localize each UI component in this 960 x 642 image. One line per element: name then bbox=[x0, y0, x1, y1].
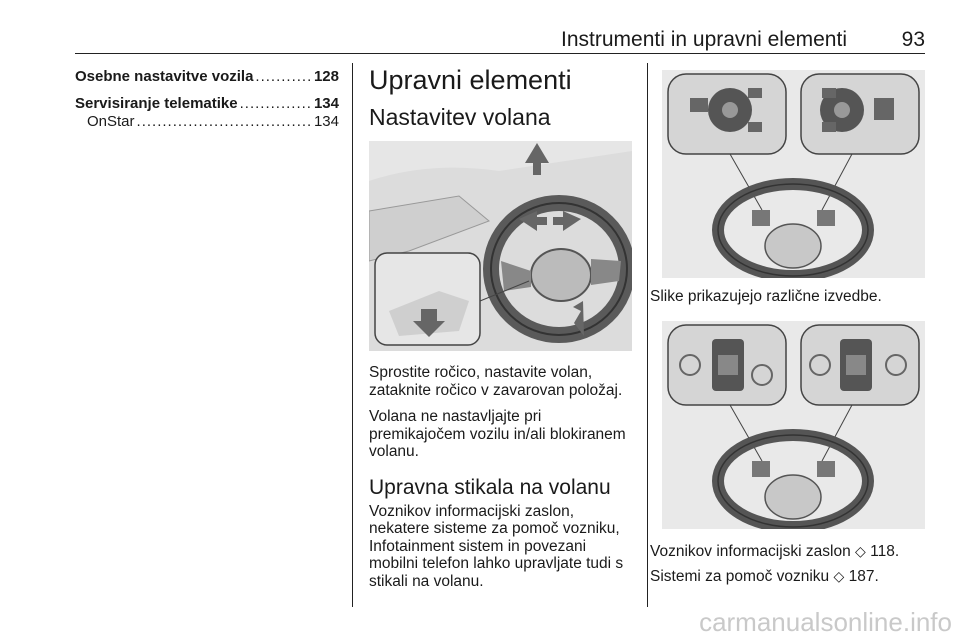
steering-controls-illustration-1 bbox=[662, 70, 925, 278]
reference-arrow-icon: ◇ bbox=[855, 543, 866, 559]
header-rule bbox=[75, 53, 925, 54]
column-divider-2 bbox=[647, 63, 648, 607]
figure-caption: Slike prikazujejo različne izvedbe. bbox=[650, 288, 882, 305]
cross-reference[interactable]: Sistemi za pomoč vozniku ◇ 187. bbox=[650, 567, 879, 585]
steering-controls-figure-2 bbox=[662, 321, 925, 529]
paragraph: Sprostite ročico, nastavite volan, zataknite ročico v zavarovan položaj. bbox=[369, 364, 623, 399]
column-right-text bbox=[650, 543, 928, 585]
reference-arrow-icon: ◇ bbox=[833, 567, 845, 584]
steering-adjust-figure bbox=[369, 141, 632, 351]
steering-controls-figure-1 bbox=[662, 70, 925, 278]
toc-item[interactable]: Osebne nastavitve vozila ..... 128 bbox=[75, 68, 339, 85]
watermark: carmanualsonline.info bbox=[699, 607, 952, 637]
steering-adjust-illustration bbox=[369, 141, 632, 351]
column-main-text bbox=[369, 364, 634, 590]
subsection-title: Nastavitev volana bbox=[369, 104, 551, 130]
column-main bbox=[369, 64, 634, 131]
paragraph: Voznikov informacijski zaslon, nekatere sisteme za pomoč vozniku, Infotainment sistem in povezani mobilni telefon lahko upravljate tudi s stikali na volanu. bbox=[369, 502, 624, 590]
toc-item[interactable]: Servisiranje telematike ..... 134 bbox=[75, 95, 339, 112]
cross-reference[interactable]: Voznikov informacijski zaslon ◇ 118. bbox=[650, 543, 900, 560]
page-number: 93 bbox=[901, 28, 925, 51]
header-title: Instrumenti in upravni elementi bbox=[561, 28, 847, 51]
toc-item[interactable]: OnStar ..... 134 bbox=[75, 113, 339, 130]
paragraph: Volana ne nastavljajte pri premikajočem vozilu in/ali blokiranem volanu. bbox=[369, 408, 626, 460]
subsection-title: Upravna stikala na volanu bbox=[369, 475, 611, 499]
steering-controls-illustration-2 bbox=[662, 321, 925, 529]
column-divider-1 bbox=[352, 63, 353, 607]
table-of-contents bbox=[75, 68, 339, 140]
section-title: Upravni elementi bbox=[369, 65, 572, 95]
